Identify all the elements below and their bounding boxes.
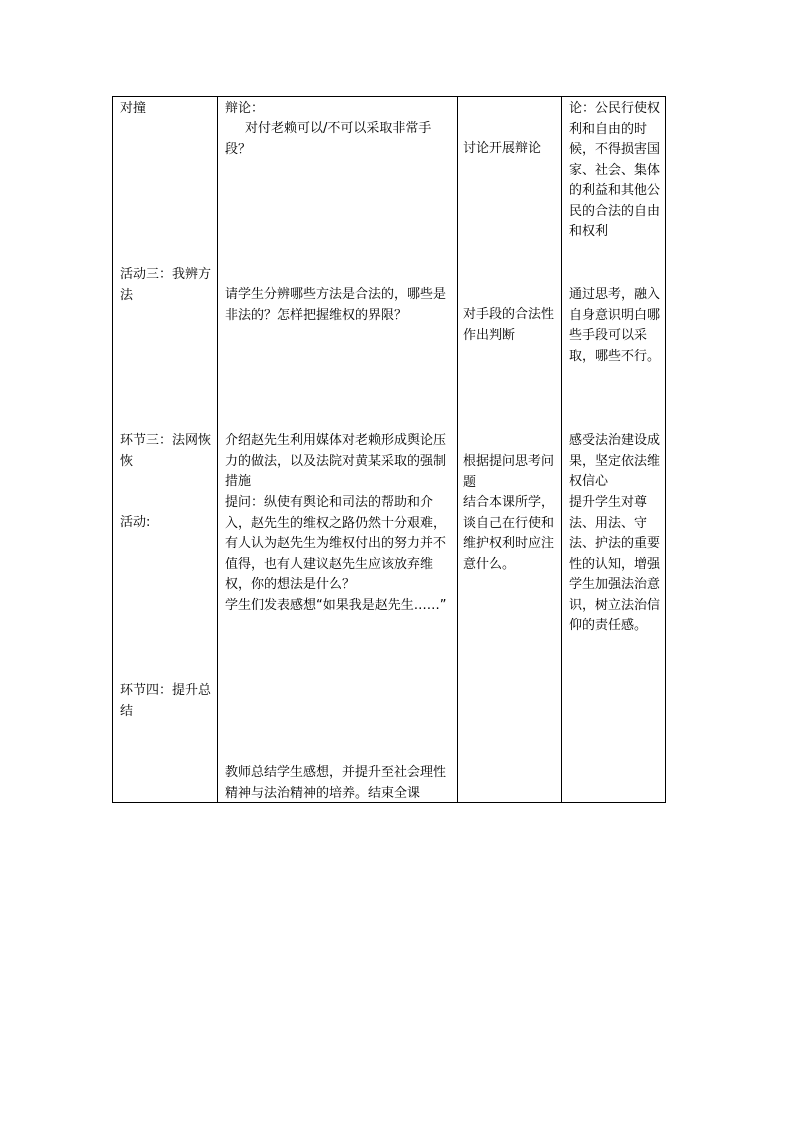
debate-topic (225, 119, 457, 160)
student-debate: 讨论开展辩论 (463, 141, 542, 156)
teacher-summary: 教师总结学生感想，并提升至社会理性精神与法治精神的培养。结束全课 (225, 765, 447, 801)
intent-legal-means: 通过思考，融入自身意识明白哪些手段可以采取，哪些不行。 (569, 287, 661, 364)
column-divider (457, 97, 458, 802)
stage-section-three: 环节三：法网恢恢 (120, 433, 212, 469)
students-share: 学生们发表感想“如果我是赵先生……” (225, 598, 447, 613)
intent-rights-limits: 论：公民行使权利和自由的时候，不得损害国家、社会、集体的利益和其他公民的合法的自由和权利 (569, 101, 661, 239)
debate-title: 辩论： (225, 101, 265, 116)
student-judgement: 对手段的合法性作出判断 (463, 307, 555, 343)
stage-activity: 活动: (120, 515, 151, 530)
stage-confrontation: 对撞 (120, 101, 147, 116)
column-divider (561, 97, 562, 802)
student-reflection: 结合本课所学，谈自己在行使和维护权利时应注意什么。 (463, 495, 555, 572)
method-discrimination-task: 请学生分辨哪些方法是合法的，哪些是非法的？怎样把握维权的界限？ (225, 287, 447, 323)
column-divider (217, 97, 218, 802)
debate-topic-text: 对付老赖可以/不可以采取非常手段？ (225, 121, 432, 157)
stage-section-four: 环节四：提升总结 (120, 683, 212, 719)
teacher-question: 提问：纵使有舆论和司法的帮助和介入，赵先生的维权之路仍然十分艰难，有人认为赵先生为维权付出的努力并不值得，也有人建议赵先生应该放弃维权，你的想法是什么？ (225, 495, 447, 592)
case-introduction: 介绍赵先生利用媒体对老赖形成舆论压力的做法，以及法院对黄某采取的强制措施 (225, 433, 447, 489)
lesson-plan-table (112, 96, 666, 803)
student-thinking: 根据提问思考问题 (463, 454, 555, 490)
stage-activity-three: 活动三：我辨方法 (120, 267, 212, 303)
intent-law-awareness: 提升学生对尊法、用法、守法、护法的重要性的认知，增强学生加强法治意识，树立法治信仰的责任感。 (569, 495, 661, 633)
intent-rule-of-law-confidence: 感受法治建设成果，坚定依法维权信心 (569, 433, 661, 489)
